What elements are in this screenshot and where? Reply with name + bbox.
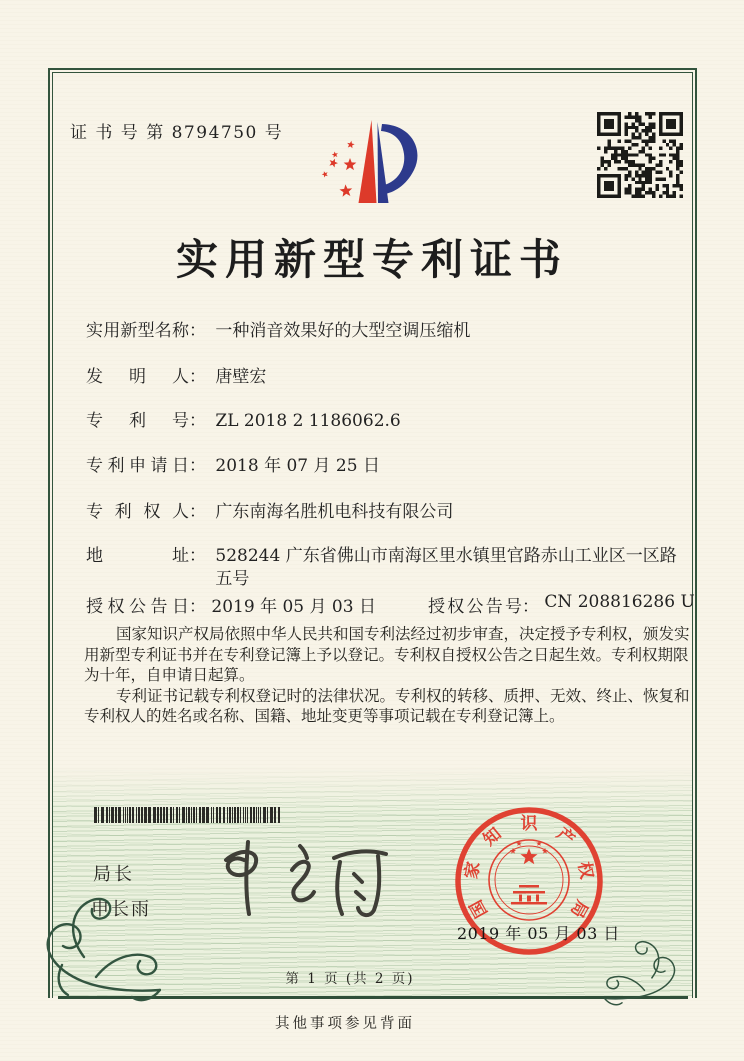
field-value: 2018 年 07 月 25 日 — [215, 456, 380, 476]
svg-text:家: 家 — [461, 860, 485, 881]
svg-text:国: 国 — [466, 896, 492, 921]
page-number: 第 1 页 (共 2 页) — [285, 971, 415, 987]
svg-text:局: 局 — [566, 896, 592, 921]
field-colon: ： — [189, 502, 206, 522]
field-patentee — [86, 501, 685, 524]
body-paragraph-1: 国家知识产权局依照中华人民共和国专利法经过初步审查，决定授予专利权，颁发实用新型专利证书并在专利登记簿上予以登记。专利权自授权公告之日起生效。专利权期限为十年，自申请日起算。 — [84, 625, 690, 685]
svg-text:权: 权 — [573, 860, 597, 881]
qr-code-icon — [597, 112, 683, 198]
body-paragraph-2: 专利证书记载专利权登记时的法律状况。专利权的转移、质押、无效、终止、恢复和专利权人的姓名或名称、国籍、地址变更等事项记载在专利登记簿上。 — [84, 686, 690, 726]
field-value: 唐壁宏 — [215, 367, 267, 387]
certificate-body — [84, 624, 690, 727]
handwritten-signature-icon — [196, 836, 396, 926]
field-value: 广东南海名胜机电科技有限公司 — [215, 502, 454, 522]
barcode-icon — [94, 807, 280, 823]
field-label: 发明人 — [86, 367, 189, 387]
field-label: 实用新型名称 — [86, 321, 189, 341]
field-label: 专利权人 — [86, 502, 189, 522]
commissioner-title: 局长 — [93, 864, 135, 885]
cnipa-logo-icon — [300, 101, 460, 213]
field-label: 专利号 — [86, 411, 189, 431]
field-value: 2019 年 05 月 03 日 — [211, 597, 376, 617]
svg-text:知: 知 — [479, 823, 506, 851]
field-value: 一种消音效果好的大型空调压缩机 — [215, 321, 471, 341]
back-note: 其他事项参见背面 — [275, 1016, 415, 1032]
svg-text:产: 产 — [552, 823, 579, 851]
field-value: 528244 广东省佛山市南海区里水镇里官路赤山工业区一区路五号 — [215, 546, 677, 589]
field-label: 授权公告日 — [86, 597, 189, 617]
field-label: 地址 — [86, 546, 189, 566]
corner-flourish-right-icon — [588, 938, 704, 1014]
field-colon: ： — [189, 456, 206, 476]
certificate-number: 证 书 号 第 8794750 号 — [70, 123, 284, 143]
seal-date: 2019 年 05 月 03 日 — [457, 924, 620, 943]
field-address — [86, 545, 685, 591]
field-colon: ： — [189, 321, 206, 341]
field-value: CN 208816286 U — [544, 592, 695, 612]
field-utility-model-name — [86, 320, 685, 343]
commissioner-name: 申长雨 — [91, 899, 151, 920]
field-inventor — [86, 366, 685, 389]
field-colon: ： — [189, 411, 206, 431]
field-colon: ： — [189, 367, 206, 387]
field-label: 授权公告号 — [428, 597, 522, 617]
field-patent-number — [86, 410, 685, 433]
field-colon: ： — [189, 597, 206, 617]
field-filing-date — [86, 455, 685, 478]
field-grant-number — [428, 592, 695, 617]
field-colon: ： — [522, 597, 539, 617]
field-label: 专利申请日 — [86, 456, 189, 476]
corner-flourish-left-icon — [26, 893, 161, 1015]
field-colon: ： — [189, 546, 206, 566]
field-value: ZL 2018 2 1186062.6 — [215, 411, 401, 431]
field-grant-date — [86, 592, 376, 617]
svg-text:识: 识 — [520, 814, 538, 834]
certificate-title: 实用新型专利证书 — [175, 235, 568, 284]
